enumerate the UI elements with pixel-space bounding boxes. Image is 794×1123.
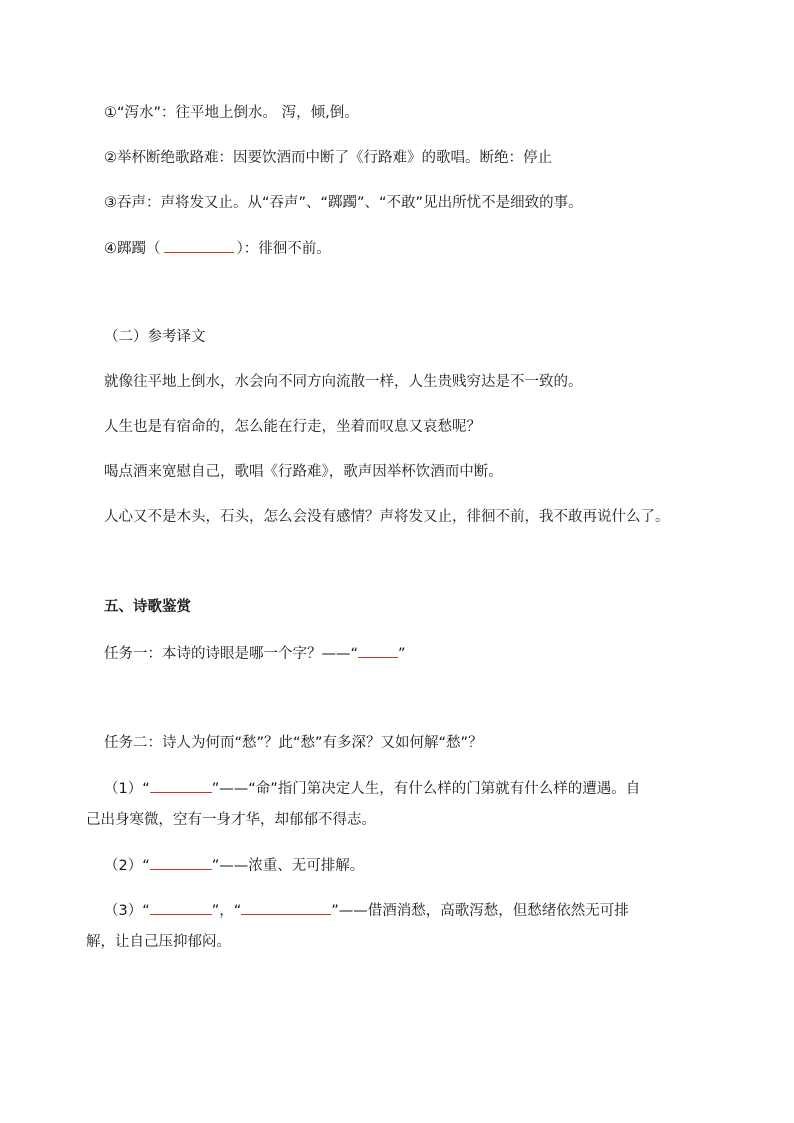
answer-2-prefix: （2）“ — [104, 858, 150, 874]
answer-3-separator: ”，“ — [211, 903, 242, 919]
answer-2 — [104, 855, 364, 876]
translation-paragraph: 就像往平地上倒水，水会向不同方向流散一样，人生贵贱穷达是不一致的。 — [104, 374, 583, 390]
fill-blank[interactable] — [150, 900, 212, 915]
answer-1-continued: 己出身寒微，空有一身才华，却郁郁不得志。 — [86, 812, 376, 828]
note-1: ①“泻水”：往平地上倒水。 泻，倾,倒。 — [104, 105, 359, 121]
task-1-suffix: ” — [398, 646, 406, 662]
translation-paragraph: 人心又不是木头，石头，怎么会没有感情？声将发又止，徘徊不前，我不敢再说什么了。 — [104, 509, 670, 525]
note-4 — [104, 238, 331, 259]
answer-3-text: ”——借酒消愁，高歌泻愁，但愁绪依然无可排 — [331, 903, 629, 919]
note-2: ②举杯断绝歌路难：因要饮酒而中断了《行路难》的歌唱。断绝：停止 — [104, 150, 552, 166]
translation-heading: （二）参考译文 — [104, 329, 206, 345]
answer-1-prefix: （1）“ — [104, 781, 150, 797]
note-3: ③吞声：声将发又止。从“吞声”、“踯躅”、“不敢”见出所忧不是细致的事。 — [104, 195, 583, 211]
fill-blank[interactable] — [164, 238, 234, 253]
translation-paragraph: 人生也是有宿命的，怎么能在行走，坐着而叹息又哀愁呢？ — [104, 419, 481, 435]
fill-blank[interactable] — [150, 778, 212, 793]
answer-1 — [104, 778, 640, 799]
answer-3 — [104, 900, 629, 921]
section-heading: 五、诗歌鉴赏 — [104, 599, 191, 615]
fill-blank[interactable] — [150, 855, 212, 870]
translation-paragraph: 喝点酒来宽慰自己，歌唱《行路难》，歌声因举杯饮酒而中断。 — [104, 464, 503, 480]
task-1 — [104, 643, 406, 664]
note-4-suffix: ）：徘徊不前。 — [236, 241, 331, 257]
note-4-prefix: ④踯躅（ — [104, 241, 161, 257]
task-2: 任务二：诗人为何而“愁”？此“愁”有多深？又如何解“愁”？ — [104, 735, 483, 751]
answer-3-prefix: （3）“ — [104, 903, 150, 919]
task-1-prefix: 任务一：本诗的诗眼是哪一个字？——“ — [104, 646, 359, 662]
fill-blank[interactable] — [358, 643, 398, 658]
answer-3-continued: 解，让自己压抑郁闷。 — [86, 934, 231, 950]
answer-1-text: ”——“命”指门第决定人生，有什么样的门第就有什么样的遭遇。自 — [211, 781, 641, 797]
answer-2-text: ”——浓重、无可排解。 — [211, 858, 365, 874]
fill-blank[interactable] — [241, 900, 331, 915]
